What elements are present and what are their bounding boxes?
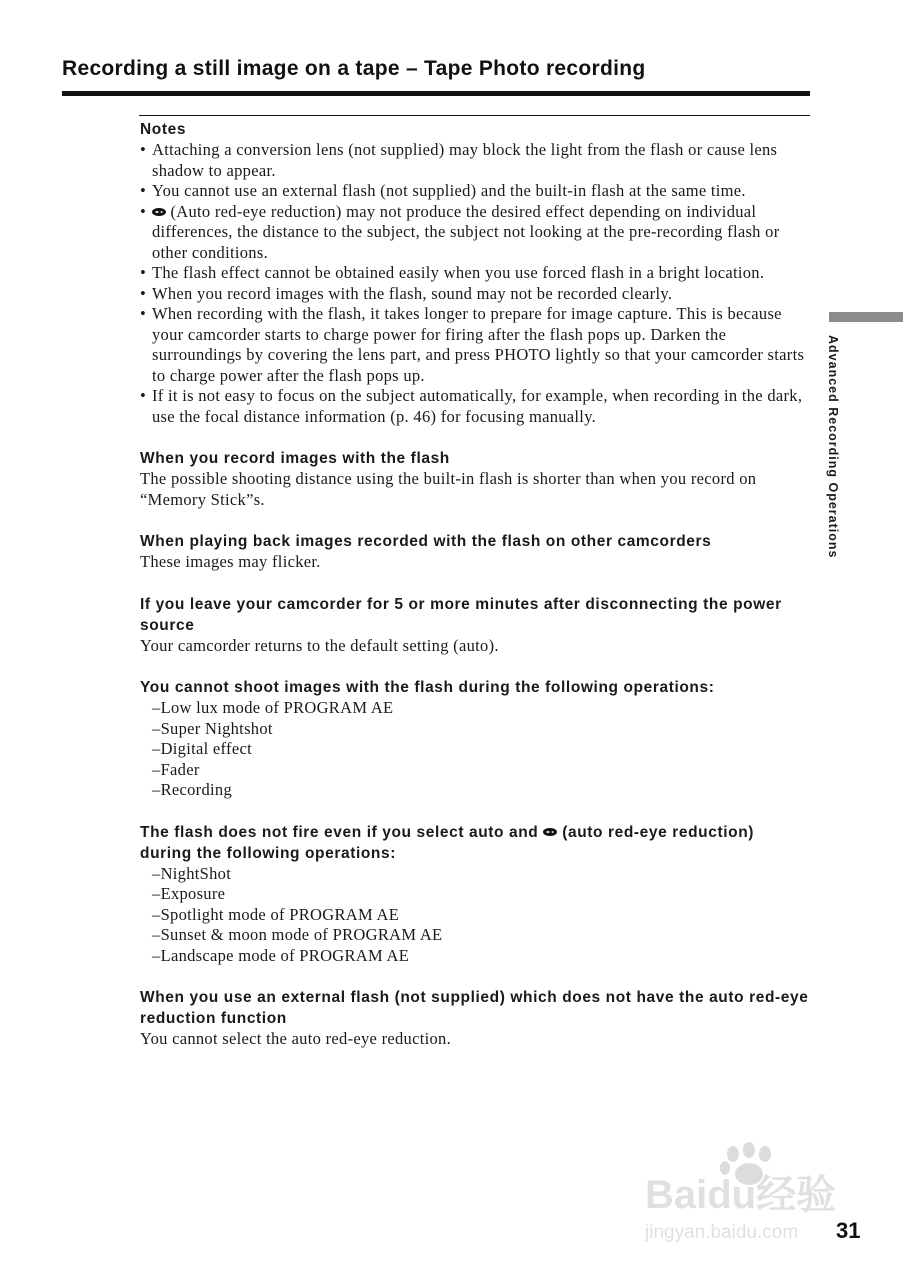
red-eye-icon	[152, 208, 166, 216]
section-heading: When you record images with the flash	[140, 450, 450, 467]
section-flash-images	[140, 448, 810, 510]
list-item: • You cannot use an external flash (not supplied) and the built-in flash at the same time.	[140, 181, 810, 202]
section-heading: When playing back images recorded with the flash on other camcorders	[140, 533, 712, 550]
baidu-watermark-logo	[645, 1140, 845, 1250]
list-item: – Recording	[152, 780, 810, 801]
section-leave-camcorder	[140, 594, 810, 657]
heading-part: (auto red-eye reduction) during the following operations:	[140, 823, 755, 862]
list-item: – Digital effect	[152, 739, 810, 760]
dash-list	[140, 698, 810, 801]
list-item: – Fader	[152, 760, 810, 781]
section-cannot-shoot	[140, 677, 810, 801]
heading-part: The flash does not fire even if you select auto and	[140, 823, 539, 841]
watermark-brand: Baidu经验	[645, 1173, 837, 1217]
section-heading: When you use an external flash (not supplied) which does not have the auto red-eye reduction function	[140, 989, 809, 1027]
list-item: • The flash effect cannot be obtained easily when you use forced flash in a bright location.	[140, 263, 810, 284]
red-eye-icon	[543, 828, 557, 836]
list-item: – Landscape mode of PROGRAM AE	[152, 946, 810, 967]
list-item-text: (Auto red-eye reduction) may not produce the desired effect depending on individual differences, the distance to the subject, the subject not looking at the pre-recording flash or other conditions.	[152, 201, 780, 262]
section-text: Your camcorder returns to the default setting (auto).	[140, 635, 499, 655]
list-item	[140, 202, 810, 264]
section-heading: You cannot shoot images with the flash during the following operations:	[140, 679, 715, 696]
section-text: The possible shooting distance using the built-in flash is shorter than when you record on “Memory Stick”s.	[140, 469, 757, 509]
notes-list	[140, 140, 810, 427]
section-playback-other	[140, 531, 810, 573]
section-divider	[139, 115, 810, 116]
list-item: • If it is not easy to focus on the subject automatically, for example, when recording in the dark, use the focal distance information (p. 46) for focusing manually.	[140, 386, 810, 427]
list-item: • When recording with the flash, it takes longer to prepare for image capture. This is because your camcorder starts to charge power for firing after the flash pops up. Darken the surroundings by covering the lens part, and press PHOTO lightly so that your camcorder starts to charge power after the flash pops up.	[140, 304, 810, 386]
list-item: – Super Nightshot	[152, 719, 810, 740]
list-item: – NightShot	[152, 864, 810, 885]
section-text: These images may flicker.	[140, 552, 321, 571]
side-tab-marker	[829, 312, 903, 322]
dash-list	[140, 864, 810, 967]
list-item: – Low lux mode of PROGRAM AE	[152, 698, 810, 719]
list-item: • When you record images with the flash, sound may not be recorded clearly.	[140, 284, 810, 305]
section-text: You cannot select the auto red-eye reduction.	[140, 1029, 452, 1048]
section-does-not-fire	[140, 822, 810, 967]
notes-heading: Notes	[140, 121, 187, 138]
section-heading: If you leave your camcorder for 5 or more minutes after disconnecting the power source	[140, 595, 782, 634]
page-title: Recording a still image on a tape – Tape Photo recording	[62, 57, 646, 80]
side-section-label: Advanced Recording Operations	[826, 335, 840, 559]
list-item: – Spotlight mode of PROGRAM AE	[152, 905, 810, 926]
section-external-flash	[140, 987, 810, 1050]
list-item: • Attaching a conversion lens (not supplied) may block the light from the flash or cause lens shadow to appear.	[140, 140, 810, 181]
main-content	[140, 119, 810, 1050]
header-rule	[62, 91, 810, 96]
list-item: – Exposure	[152, 884, 810, 905]
page-number: 31	[836, 1218, 861, 1243]
watermark-url: jingyan.baidu.com	[645, 1222, 799, 1243]
section-heading	[140, 822, 810, 864]
list-item: – Sunset & moon mode of PROGRAM AE	[152, 925, 810, 946]
